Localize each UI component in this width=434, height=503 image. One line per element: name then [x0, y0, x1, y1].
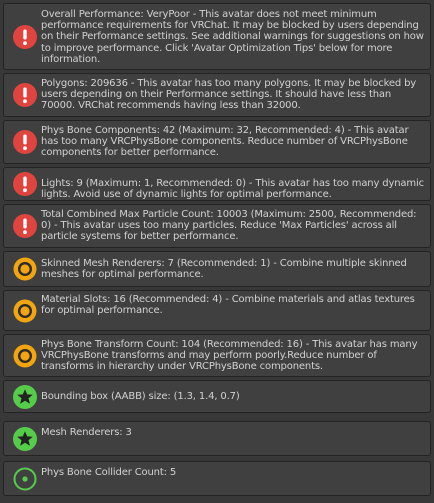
- ring-icon: [12, 256, 38, 282]
- performance-message-text: Skinned Mesh Renderers: 7 (Recommended: 1) - Combine multiple skinned meshes for optimal performance.: [41, 258, 407, 281]
- ring-icon: [12, 298, 38, 324]
- performance-message-text: Lights: 9 (Maximum: 1, Recommended: 0) - This avatar has too many dynamic lights. Avoid use of dynamic lights for optimal performance.: [41, 178, 424, 201]
- performance-message-good: [3, 461, 431, 496]
- exclamation-icon: [12, 24, 38, 50]
- performance-message-text: Material Slots: 16 (Recommended: 4) - Combine materials and atlas textures for optimal performance.: [41, 294, 415, 317]
- performance-message-text: Phys Bone Collider Count: 5: [41, 467, 177, 478]
- performance-message-text: Mesh Renderers: 3: [41, 427, 132, 438]
- performance-message-text: Bounding box (AABB) size: (1.3, 1.4, 0.7): [41, 391, 240, 402]
- performance-message-text: Total Combined Max Particle Count: 10003 (Maximum: 2500, Recommended: 0) - This avatar uses too many particles. Reduce 'Max Particles' across all particle systems for better performance.: [41, 209, 417, 243]
- exclamation-icon: [12, 171, 38, 197]
- performance-message-error: [3, 3, 431, 70]
- performance-message-text: Overall Performance: VeryPoor - This avatar does not meet minimum performance requirements for VRChat. It may be blocked by users depending on their Performance settings. See additional warnings for suggestions on how to improve performance. Click 'Avatar Optimization Tips' below for more information.: [41, 9, 424, 65]
- performance-message-warning: [3, 334, 431, 377]
- performance-message-error: [3, 120, 431, 164]
- dot-ring-icon: [12, 466, 38, 492]
- exclamation-icon: [12, 82, 38, 108]
- performance-message-error: [3, 204, 431, 248]
- performance-message-warning: [3, 290, 431, 331]
- performance-message-error: [3, 73, 431, 117]
- exclamation-icon: [12, 129, 38, 155]
- performance-message-text: Phys Bone Transform Count: 104 (Recommended: 16) - This avatar has many VRCPhysBone transforms and may perform poorly.Reduce number of transforms in hierarchy under VRCPhysBone components.: [41, 339, 418, 373]
- performance-message-text: Polygons: 209636 - This avatar has too many polygons. It may be blocked by users depending on their Performance settings. It should have less than 70000. VRChat recommends having less than 32000.: [41, 78, 417, 112]
- performance-message-error: [3, 167, 431, 201]
- performance-message-excellent: [3, 380, 431, 413]
- exclamation-icon: [12, 213, 38, 239]
- star-icon: [12, 384, 38, 410]
- star-icon: [12, 426, 38, 452]
- performance-message-excellent: [3, 421, 431, 456]
- performance-message-text: Phys Bone Components: 42 (Maximum: 32, Recommended: 4) - This avatar has too many VRCPhysBone components. Reduce number of VRCPhysBone components for better performance.: [41, 125, 409, 159]
- ring-icon: [12, 343, 38, 369]
- performance-message-warning: [3, 251, 431, 287]
